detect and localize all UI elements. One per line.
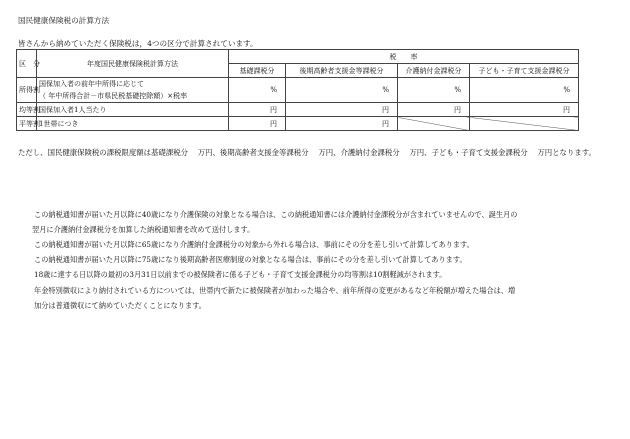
row-method: 国保加入者1人当たり bbox=[37, 103, 229, 117]
row-method bbox=[37, 78, 229, 103]
rate-cell: 円 bbox=[229, 103, 286, 117]
table-row bbox=[17, 117, 579, 131]
paragraph: 18歳に達する日以降の最初の3月31日以前までの被保険者に係る子ども・子育て支援金課税分の均等割は10割軽減がされます。 bbox=[34, 270, 447, 279]
subheader-kouki: 後期高齢者支援金等課税分 bbox=[286, 64, 398, 78]
subheader-kodomo: 子ども・子育て支援金課税分 bbox=[470, 64, 579, 78]
rate-cell: 円 bbox=[286, 103, 398, 117]
table-row bbox=[17, 103, 579, 117]
method-line: 国保加入者の前年中所得に応じて bbox=[39, 80, 144, 88]
row-kubun: 所得割 bbox=[17, 78, 37, 103]
subheader-kaigo: 介護納付金課税分 bbox=[398, 64, 470, 78]
not-applicable-cell bbox=[470, 117, 579, 131]
header-rate: 税 率 bbox=[229, 50, 579, 64]
row-kubun: 均等割 bbox=[17, 103, 37, 117]
paragraph: 翌月に介護納付金課税分を加算した納税通知書を改めて送付します。 bbox=[32, 225, 255, 234]
rate-cell: 円 bbox=[398, 103, 470, 117]
rate-cell: % bbox=[286, 78, 398, 103]
row-kubun: 平等割 bbox=[17, 117, 37, 131]
header-kubun: 区 分 bbox=[17, 50, 37, 78]
rate-cell: % bbox=[229, 78, 286, 103]
rate-cell: % bbox=[398, 78, 470, 103]
method-line: （ 年中所得合計－市県民税基礎控除額）×税率 bbox=[39, 92, 188, 100]
paragraph: この納税通知書が届いた月以降に65歳になり介護納付金課税分の対象から外れる場合は、事前にその分を差し引いて計算してあります。 bbox=[34, 240, 474, 249]
subheader-kiso: 基礎課税分 bbox=[229, 64, 286, 78]
tax-rate-table bbox=[16, 49, 579, 131]
paragraph: この納税通知書が届いた月以降に40歳になり介護保険の対象となる場合は、この納税通知書には介護納付金課税分が含まれていませんので、誕生月の bbox=[34, 210, 518, 219]
row-method: 1世帯につき bbox=[37, 117, 229, 131]
rate-cell: 円 bbox=[286, 117, 398, 131]
intro-text: 皆さんから納めていただく保険税は，4つの区分で計算されています。 bbox=[18, 39, 258, 48]
paragraph: 加分は普通徴収にて納めていただくことになります。 bbox=[34, 301, 206, 310]
table-header-row bbox=[17, 50, 579, 64]
paragraph: この納税通知書が届いた月以降に75歳になり後期高齢者医療制度の対象となる場合は、事前にその分を差し引いて計算してあります。 bbox=[34, 255, 467, 264]
rate-cell: % bbox=[470, 78, 579, 103]
page-title: 国民健康保険税の計算方法 bbox=[18, 16, 110, 25]
table-row bbox=[17, 78, 579, 103]
rate-cell: 円 bbox=[229, 117, 286, 131]
rate-cell: 円 bbox=[470, 103, 579, 117]
limit-note: ただし、国民健康保険税の課税限度額は基礎課税分 万円、後期高齢者支援金等課税分 万円、介護納付金課税分 万円、子ども・子育て支援金課税分 万円となります。 bbox=[18, 148, 596, 157]
header-method: 年度国民健康保険税計算方法 bbox=[37, 50, 229, 78]
paragraph: 年金特別徴収により納付されている方については、世帯内で新たに被保険者が加わった場合や、前年所得の変更があるなど年税額が増えた場合は、増 bbox=[34, 286, 516, 295]
not-applicable-cell bbox=[398, 117, 470, 131]
